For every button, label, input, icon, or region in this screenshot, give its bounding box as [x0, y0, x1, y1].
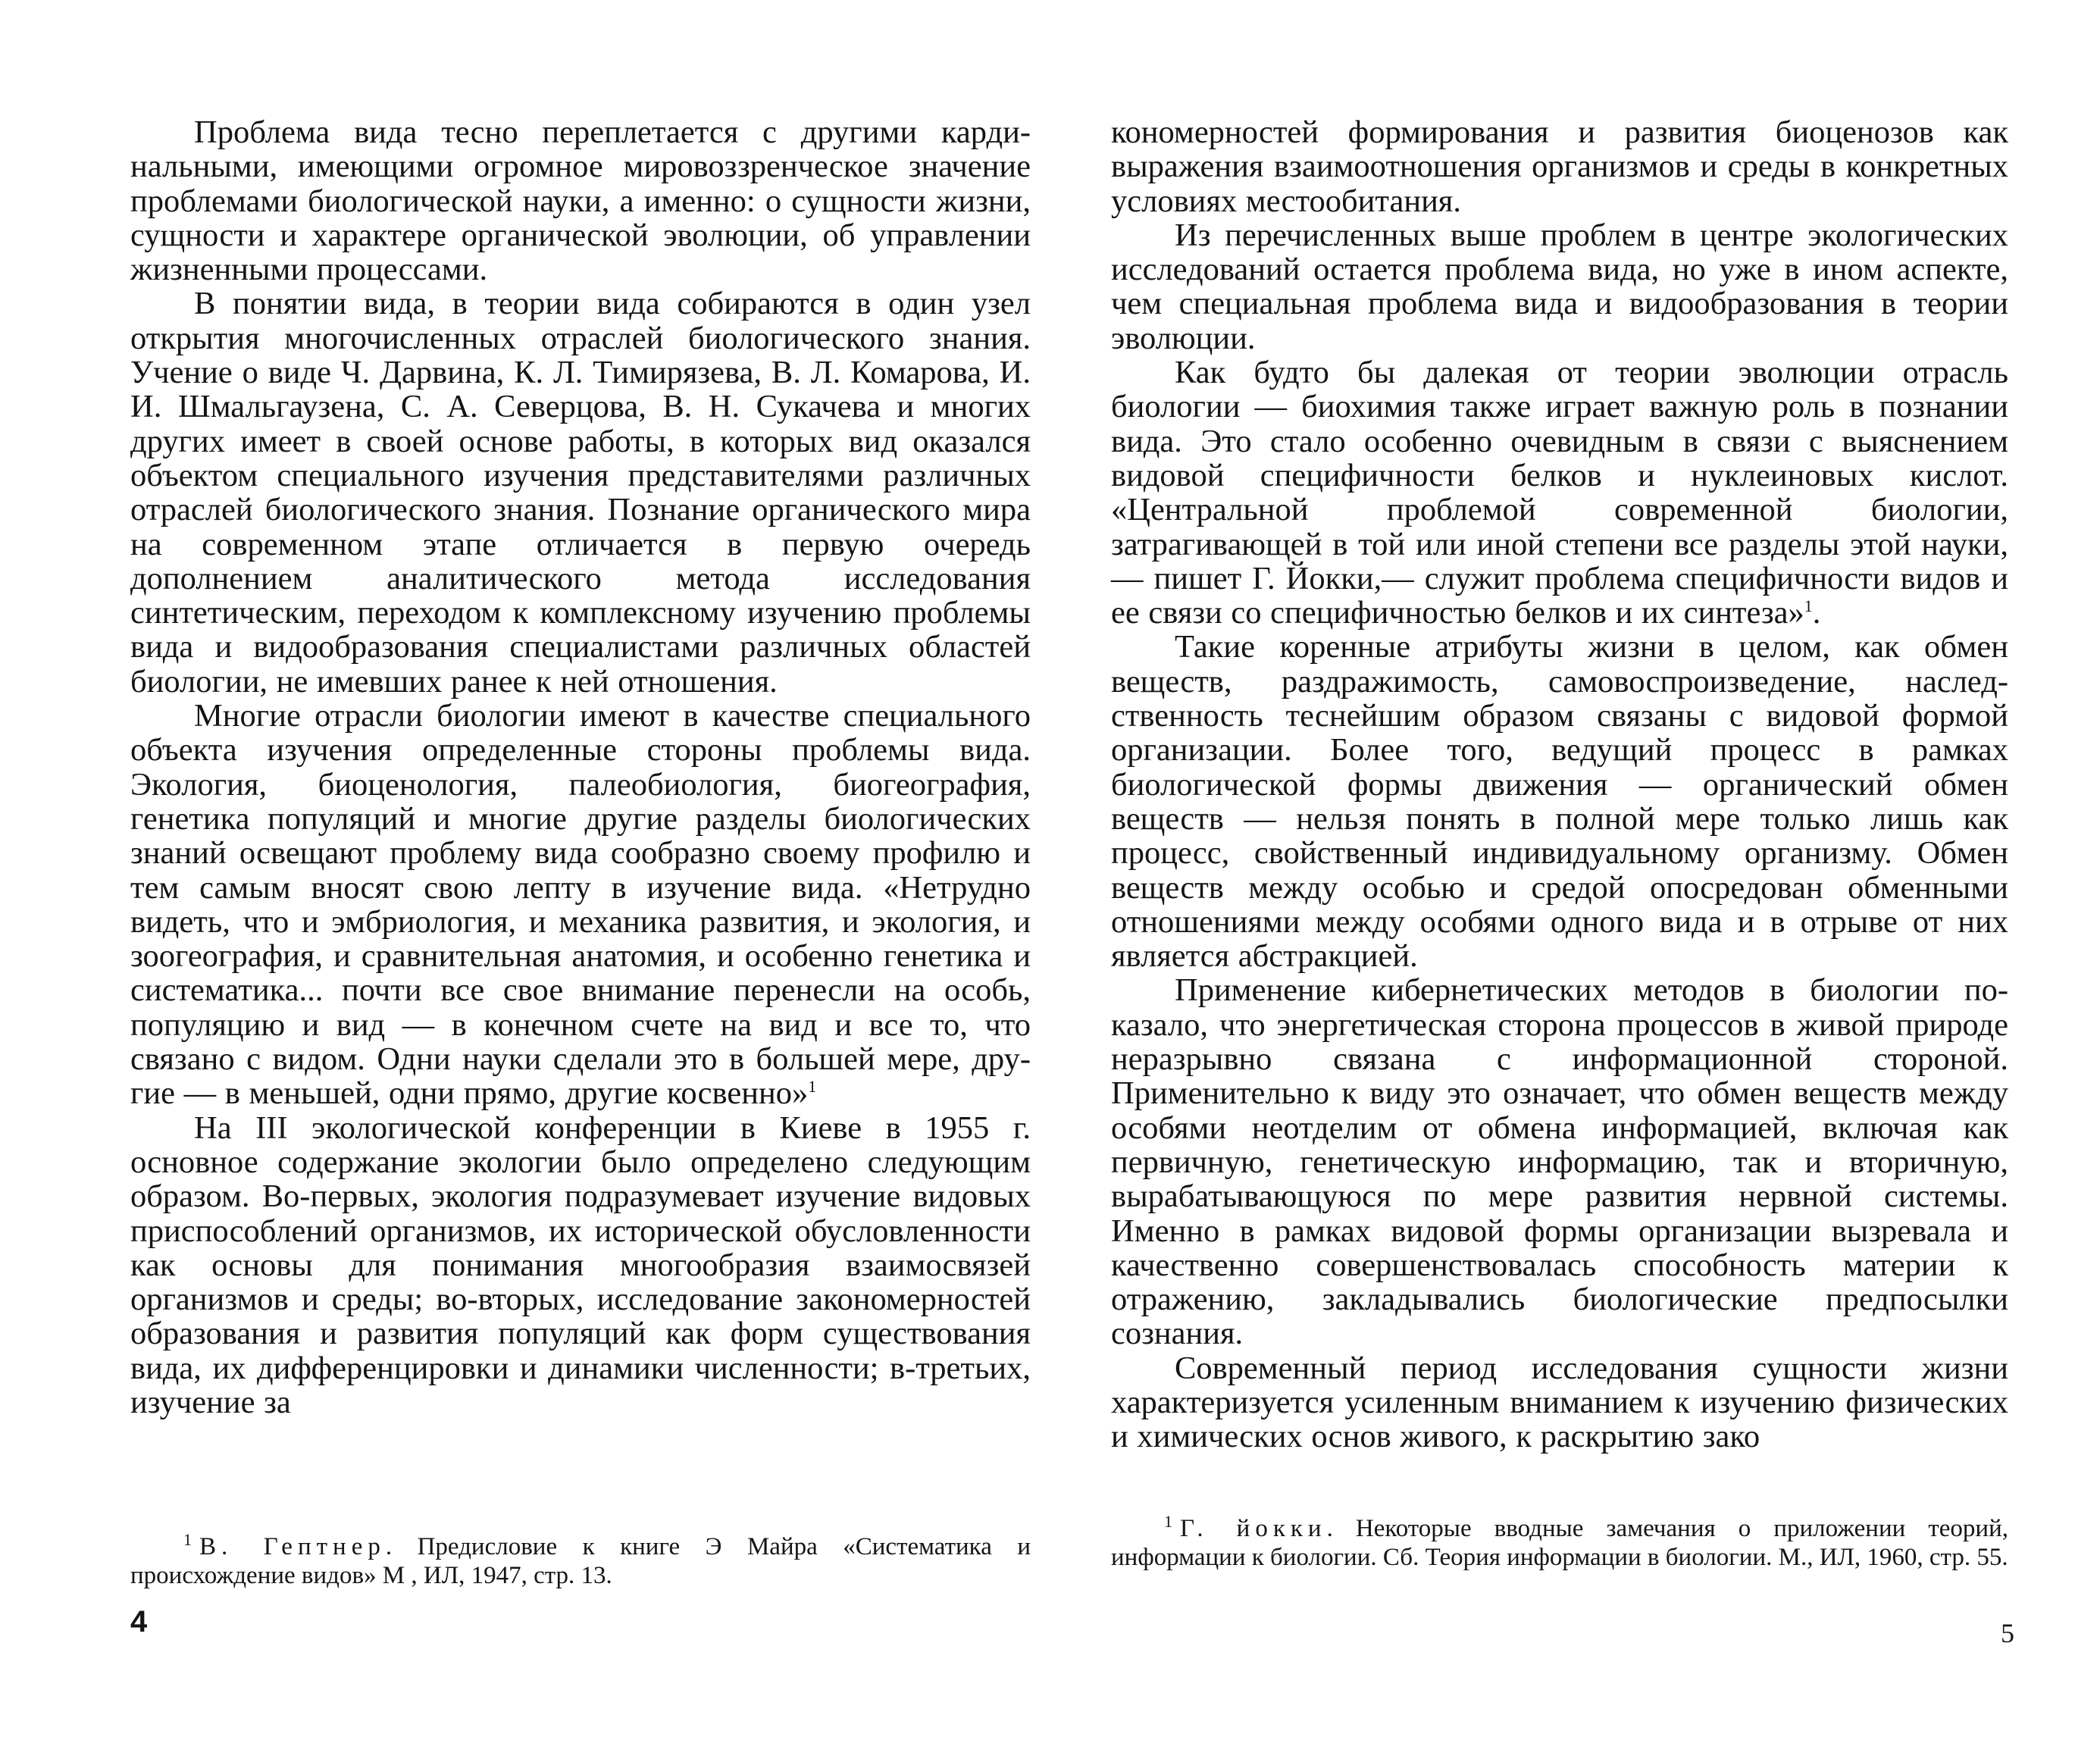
right-paragraph-6: Современный период исследования сущности жизни характеризуется усиленным вниманием к изучению физических и химических основ живого, к раскрытию зако — [1111, 1350, 2008, 1455]
right-page-text-column — [1111, 115, 2008, 1454]
left-paragraph-3: Многие отрасли биологии имеют в качестве специального объекта изучения определенные стороны проблемы вида. Экология, биоценология, палеобиология, биогеография, генетика популяций и многие другие разделы биологических знаний освещают проблему вида сообразно своему профилю и тем самым вносят свою лепту в изучение вида. «Нетрудно видеть, что и эмбриология, и механика развития, и экология, и зоогеография, и сравнительная анатомия, и особенно генетика и систематика... почти все свое внимание перенесли на особь, популяцию и вид — в конечном счете на вид и все то, что связано с видом. Одни науки сделали это в большей мере, другие — в меньшей, одни прямо, другие косвенно» — [130, 698, 1031, 1112]
left-footnote — [130, 1532, 1031, 1590]
right-paragraph-5: Применение кибернетических методов в биологии показало, что энергетическая сторона процессов в живой природе неразрывно связана с информационной стороной. Применительно к виду это означает, что обмен веществ между особями неотделим от обмена информацией, включая как первичную, генетическую информацию, так и вторичную, вырабатывающуюся по мере развития нервной системы. Именно в рамках видовой формы организации вызревала и качественно совершенствовалась способность материи к отражению, закладывались биологические предпосылки сознания. — [1111, 972, 2008, 1352]
left-footnote-marker: 1 — [183, 1530, 192, 1549]
right-footnote-marker: 1 — [1164, 1512, 1172, 1531]
right-paragraph-4: Такие коренные атрибуты жизни в целом, как обмен веществ, раздражимость, самовоспроизведение, наследственность теснейшим образом связаны с видовой формой организации. Более того, ведущий процесс в рамках биологической формы движения — органический обмен веществ — нельзя понять в полной мере только лишь как процесс, свойственный индивидуальному организму. Обмен веществ между особью и средой опосредован обменными отношениями между особями одного вида и в отрыве от них является абстракцией. — [1111, 629, 2008, 975]
right-paragraph-3: Как будто бы далекая от теории эволюции отрасль биологии — биохимия также играет важную роль в познании вида. Это стало особенно очевидным в связи с выяснением видовой специфичности белков и нуклеиновых кислот. «Центральной проблемой современной биологии, затрагивающей в той или иной степени все разделы этой науки,— пишет Г. Йокки,— служит проблема специфичности видов и ее связи со специфичностью белков и их синтеза» — [1111, 355, 2008, 631]
right-footnote-text: . Некоторые вводные замечания о приложении теорий, информации к биологии. Сб. Теория информации в биологии. М., ИЛ, 1960, стр. 55. — [1111, 1515, 2008, 1571]
left-footnote-author: В. Гептнер — [199, 1533, 386, 1560]
left-page-number: 4 — [130, 1605, 148, 1638]
right-footnote — [1111, 1514, 2008, 1572]
left-paragraph-1: Проблема вида тесно переплетается с другими кардинальными, имеющими огромное мировоззренческое значение проблемами биологической науки, а именно: о сущности жизни, сущности и характере органической эволюции, об управлении жизненными процессами. — [130, 114, 1031, 288]
left-paragraph-4: На III экологической конференции в Киеве в 1955 г. основное содержание экологии было определено следующим образом. Во-первых, экология подразумевает изучение видовых приспособлений организмов, их исторической обусловленности как основы для понимания многообразия взаимосвязей организмов и среды; во-вторых, исследование закономерностей образования и развития популяций как форм существования вида, их дифференцировки и динамики численности; в-третьих, изучение за — [130, 1109, 1031, 1420]
right-page — [1050, 0, 2100, 1762]
left-footnote-text: . Предисловие к книге Э Майра «Систематика и происхождение видов» М , ИЛ, 1947, стр. 13. — [130, 1533, 1031, 1589]
right-footnote-author: Г. йокки — [1180, 1515, 1327, 1542]
right-footnote-reference: 1 — [1804, 596, 1813, 615]
right-footnote-reference-trail: . — [1812, 595, 1821, 631]
left-paragraph-2: В понятии вида, в теории вида собираются в один узел открытия многочисленных отраслей биологического знания. Учение о виде Ч. Дарвина, К. Л. Тимирязева, В. Л. Комарова, И. И. Шмальгаузена, С. А. Северцова, В. Н. Сукачева и многих других имеет в своей основе работы, в которых вид оказался объектом специального изучения представителями различных отраслей биологического знания. Познание органического мира на современном этапе отличается в первую очередь дополнением аналитического метода исследования синтетическим, переходом к комплексному изучению проблемы вида и видообразования специалистами различных областей биологии, не имевших ранее к ней отношения. — [130, 286, 1031, 699]
right-paragraph-1: кономерностей формирования и развития биоценозов как выражения взаимоотношения организмов и среды в конкретных условиях местообитания. — [1111, 114, 2008, 219]
left-footnote-reference: 1 — [808, 1077, 817, 1097]
right-paragraph-2: Из перечисленных выше проблем в центре экологических исследований остается проблема вида, но уже в ином аспекте, чем специальная проблема вида и видообразования в теории эволюции. — [1111, 217, 2008, 356]
right-page-number: 5 — [2001, 1618, 2014, 1648]
left-paragraph-3-container — [130, 699, 1031, 1111]
left-page-text-column — [130, 115, 1031, 1419]
right-paragraph-3-container — [1111, 355, 2008, 630]
